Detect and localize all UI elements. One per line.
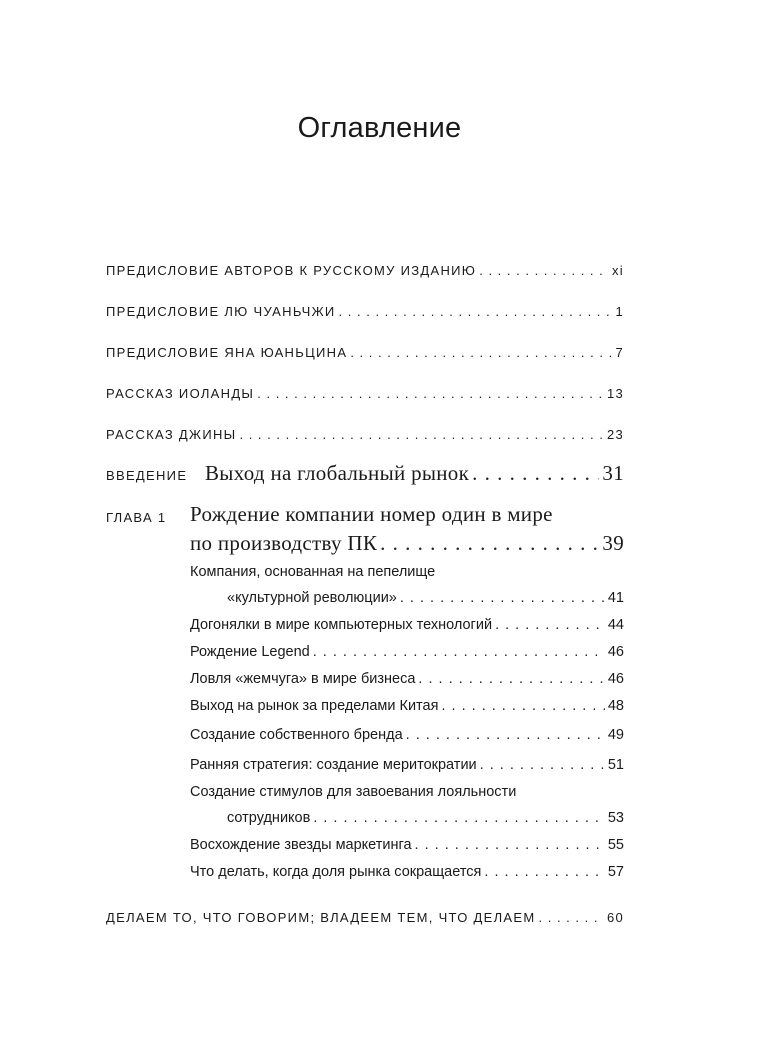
dot-leader bbox=[415, 837, 605, 853]
toc-page-number: 7 bbox=[615, 345, 624, 360]
chapter-label: ГЛАВА 1 bbox=[106, 510, 167, 525]
section-title-line2: сотрудников bbox=[227, 810, 311, 826]
toc-page-number: xi bbox=[612, 263, 624, 278]
dot-leader bbox=[350, 345, 612, 360]
toc-page-number: 41 bbox=[607, 590, 624, 606]
toc-page-number: 44 bbox=[607, 617, 624, 633]
toc-page-number: 39 bbox=[602, 531, 624, 555]
section-title-line1[interactable]: Создание стимулов для завоевания лояльности bbox=[190, 784, 517, 800]
toc-page-number: 51 bbox=[607, 757, 624, 773]
page-title: Оглавление bbox=[297, 112, 462, 144]
section-title: Ранняя стратегия: создание меритократии bbox=[190, 757, 477, 773]
toc-page-number: 31 bbox=[602, 461, 624, 485]
toc-entry-part[interactable] bbox=[106, 910, 624, 925]
section-title: Что делать, когда доля рынка сокращается bbox=[190, 864, 482, 880]
toc-section-outside-china[interactable] bbox=[190, 698, 624, 714]
section-title: Выход на рынок за пределами Китая bbox=[190, 698, 439, 714]
dot-leader bbox=[400, 590, 605, 606]
intro-label: ВВЕДЕНИЕ bbox=[106, 468, 188, 483]
toc-page-number: 13 bbox=[606, 386, 624, 401]
toc-entry-authors-preface[interactable] bbox=[106, 263, 624, 278]
toc-section-loyalty[interactable] bbox=[227, 810, 624, 826]
toc-section-pearls[interactable] bbox=[190, 671, 624, 687]
toc-entry-introduction[interactable] bbox=[205, 461, 624, 486]
section-title: Рождение Legend bbox=[190, 644, 310, 660]
section-title: Создание собственного бренда bbox=[190, 727, 403, 743]
toc-entry-yolanda-story[interactable] bbox=[106, 386, 624, 401]
toc-page-number: 53 bbox=[607, 810, 624, 826]
section-title: Догонялки в мире компьютерных технологий bbox=[190, 617, 493, 633]
toc-entry-liu-preface[interactable] bbox=[106, 304, 624, 319]
dot-leader bbox=[539, 910, 604, 925]
dot-leader bbox=[313, 644, 605, 660]
toc-entry-label: ПРЕДИСЛОВИЕ ЯНА ЮАНЬЦИНА bbox=[106, 345, 348, 360]
toc-entry-title: Выход на глобальный рынок bbox=[205, 461, 470, 485]
toc-entry-label: РАССКАЗ ДЖИНЫ bbox=[106, 427, 237, 442]
dot-leader bbox=[472, 461, 599, 486]
toc-entry-label: ПРЕДИСЛОВИЕ АВТОРОВ К РУССКОМУ ИЗДАНИЮ bbox=[106, 263, 477, 278]
toc-page-number: 55 bbox=[607, 837, 624, 853]
toc-section-catching-up[interactable] bbox=[190, 617, 624, 633]
toc-page-number: 1 bbox=[615, 304, 624, 319]
dot-leader bbox=[239, 427, 603, 442]
dot-leader bbox=[257, 386, 604, 401]
toc-page-number: 46 bbox=[607, 671, 624, 687]
toc-section-own-brand[interactable] bbox=[190, 727, 624, 743]
toc-section-meritocracy[interactable] bbox=[190, 757, 624, 773]
dot-leader bbox=[406, 727, 605, 743]
dot-leader bbox=[480, 757, 605, 773]
toc-page-number: 57 bbox=[607, 864, 624, 880]
toc-page-number: 23 bbox=[606, 427, 624, 442]
toc-entry-label: ДЕЛАЕМ ТО, ЧТО ГОВОРИМ; ВЛАДЕЕМ ТЕМ, ЧТО ДЕЛАЕМ bbox=[106, 910, 536, 925]
dot-leader bbox=[479, 263, 609, 278]
toc-page-number: 49 bbox=[607, 727, 624, 743]
toc-section-legend[interactable] bbox=[190, 644, 624, 660]
dot-leader bbox=[339, 304, 613, 319]
dot-leader bbox=[441, 698, 604, 714]
dot-leader bbox=[380, 531, 599, 556]
section-title-line1[interactable]: Компания, основанная на пепелище bbox=[190, 564, 436, 580]
dot-leader bbox=[484, 864, 604, 880]
dot-leader bbox=[418, 671, 604, 687]
section-title: Ловля «жемчуга» в мире бизнеса bbox=[190, 671, 416, 687]
dot-leader bbox=[313, 810, 605, 826]
toc-section-market-share[interactable] bbox=[190, 864, 624, 880]
section-title: Восхождение звезды маркетинга bbox=[190, 837, 412, 853]
toc-entry-yang-preface[interactable] bbox=[106, 345, 624, 360]
toc-entry-label: РАССКАЗ ИОЛАНДЫ bbox=[106, 386, 255, 401]
dot-leader bbox=[495, 617, 605, 633]
section-title-line2: «культурной революции» bbox=[227, 590, 397, 606]
chapter-title-line2: по производству ПК bbox=[190, 531, 378, 555]
toc-entry-label: ПРЕДИСЛОВИЕ ЛЮ ЧУАНЬЧЖИ bbox=[106, 304, 336, 319]
toc-page-number: 46 bbox=[607, 644, 624, 660]
toc-section-cultural-revolution[interactable] bbox=[227, 590, 624, 606]
toc-section-marketing-star[interactable] bbox=[190, 837, 624, 853]
toc-entry-chapter-1[interactable] bbox=[190, 531, 624, 556]
toc-entry-gina-story[interactable] bbox=[106, 427, 624, 442]
toc-page-number: 48 bbox=[607, 698, 624, 714]
chapter-title-line1[interactable]: Рождение компании номер один в мире bbox=[190, 502, 553, 526]
toc-page-number: 60 bbox=[606, 910, 624, 925]
